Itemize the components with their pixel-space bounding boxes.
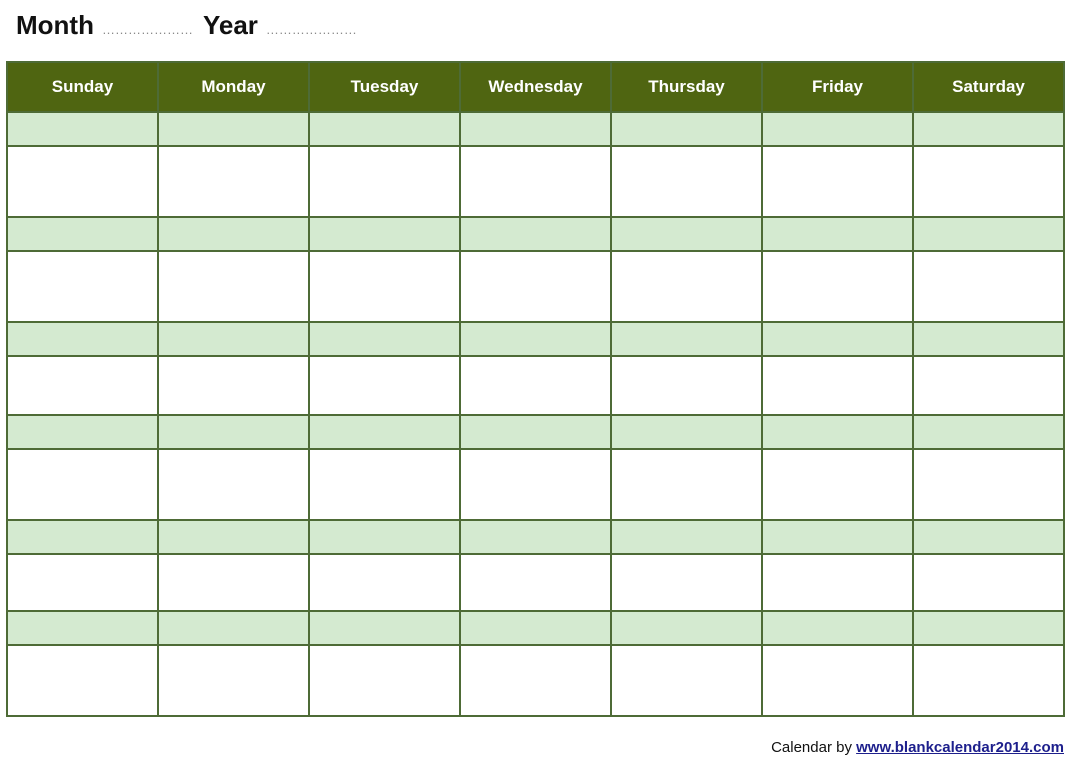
date-number-cell[interactable] [611,415,762,449]
date-number-cell[interactable] [460,322,611,356]
week-notes-row [7,554,1064,611]
day-notes-cell[interactable] [762,356,913,415]
date-number-cell[interactable] [913,611,1064,645]
calendar-title-row [16,10,367,46]
day-notes-cell[interactable] [611,645,762,716]
date-number-cell[interactable] [611,217,762,251]
credit-link[interactable]: www.blankcalendar2014.com [856,739,1064,756]
date-number-cell[interactable] [7,322,158,356]
date-number-cell[interactable] [309,415,460,449]
day-notes-cell[interactable] [309,449,460,520]
date-number-cell[interactable] [7,611,158,645]
week-notes-row [7,449,1064,520]
day-notes-cell[interactable] [7,554,158,611]
day-notes-cell[interactable] [460,645,611,716]
day-notes-cell[interactable] [309,251,460,322]
date-number-cell[interactable] [309,520,460,554]
month-blank-line: ………………… [101,22,193,37]
day-notes-cell[interactable] [762,554,913,611]
day-notes-cell[interactable] [913,356,1064,415]
month-label: Month [16,10,94,40]
year-label: Year [202,10,258,40]
date-number-cell[interactable] [611,322,762,356]
week-date-row [7,322,1064,356]
date-number-cell[interactable] [158,112,309,146]
day-notes-cell[interactable] [611,251,762,322]
day-notes-cell[interactable] [309,645,460,716]
day-notes-cell[interactable] [611,146,762,217]
day-notes-cell[interactable] [913,554,1064,611]
date-number-cell[interactable] [762,415,913,449]
date-number-cell[interactable] [762,112,913,146]
date-number-cell[interactable] [913,322,1064,356]
weekday-header-row [7,62,1064,112]
date-number-cell[interactable] [7,217,158,251]
day-notes-cell[interactable] [762,645,913,716]
day-notes-cell[interactable] [158,554,309,611]
weekday-header-friday: Friday [762,62,913,112]
date-number-cell[interactable] [611,611,762,645]
credit-line [771,739,1064,756]
date-number-cell[interactable] [7,520,158,554]
week-notes-row [7,356,1064,415]
date-number-cell[interactable] [762,322,913,356]
day-notes-cell[interactable] [309,146,460,217]
date-number-cell[interactable] [913,520,1064,554]
date-number-cell[interactable] [913,112,1064,146]
day-notes-cell[interactable] [158,251,309,322]
date-number-cell[interactable] [913,415,1064,449]
week-notes-row [7,251,1064,322]
day-notes-cell[interactable] [309,554,460,611]
date-number-cell[interactable] [158,217,309,251]
weekday-header-tuesday: Tuesday [309,62,460,112]
date-number-cell[interactable] [762,217,913,251]
day-notes-cell[interactable] [460,251,611,322]
date-number-cell[interactable] [762,520,913,554]
day-notes-cell[interactable] [7,146,158,217]
week-date-row [7,520,1064,554]
date-number-cell[interactable] [762,611,913,645]
date-number-cell[interactable] [460,611,611,645]
calendar-grid [6,61,1065,717]
date-number-cell[interactable] [913,217,1064,251]
date-number-cell[interactable] [309,322,460,356]
day-notes-cell[interactable] [7,449,158,520]
date-number-cell[interactable] [158,322,309,356]
date-number-cell[interactable] [611,520,762,554]
week-date-row [7,217,1064,251]
day-notes-cell[interactable] [7,356,158,415]
day-notes-cell[interactable] [7,645,158,716]
date-number-cell[interactable] [7,415,158,449]
day-notes-cell[interactable] [158,645,309,716]
day-notes-cell[interactable] [158,356,309,415]
day-notes-cell[interactable] [611,449,762,520]
date-number-cell[interactable] [309,611,460,645]
date-number-cell[interactable] [611,112,762,146]
day-notes-cell[interactable] [460,146,611,217]
day-notes-cell[interactable] [158,449,309,520]
date-number-cell[interactable] [309,217,460,251]
day-notes-cell[interactable] [913,449,1064,520]
date-number-cell[interactable] [460,415,611,449]
credit-prefix: Calendar by [771,739,852,756]
date-number-cell[interactable] [158,520,309,554]
day-notes-cell[interactable] [611,356,762,415]
date-number-cell[interactable] [460,217,611,251]
weekday-header-monday: Monday [158,62,309,112]
day-notes-cell[interactable] [158,146,309,217]
date-number-cell[interactable] [460,520,611,554]
day-notes-cell[interactable] [309,356,460,415]
day-notes-cell[interactable] [762,449,913,520]
day-notes-cell[interactable] [460,554,611,611]
week-date-row [7,415,1064,449]
day-notes-cell[interactable] [913,645,1064,716]
day-notes-cell[interactable] [7,251,158,322]
weekday-header-wednesday: Wednesday [460,62,611,112]
day-notes-cell[interactable] [913,251,1064,322]
date-number-cell[interactable] [309,112,460,146]
day-notes-cell[interactable] [460,356,611,415]
day-notes-cell[interactable] [762,251,913,322]
weekday-header-sunday: Sunday [7,62,158,112]
weekday-header-saturday: Saturday [913,62,1064,112]
weekday-header-thursday: Thursday [611,62,762,112]
date-number-cell[interactable] [158,611,309,645]
day-notes-cell[interactable] [611,554,762,611]
day-notes-cell[interactable] [762,146,913,217]
date-number-cell[interactable] [158,415,309,449]
week-date-row [7,611,1064,645]
day-notes-cell[interactable] [913,146,1064,217]
date-number-cell[interactable] [7,112,158,146]
date-number-cell[interactable] [460,112,611,146]
calendar-body [7,112,1064,716]
year-blank-line: ………………… [265,22,357,37]
week-notes-row [7,146,1064,217]
week-notes-row [7,645,1064,716]
week-date-row [7,112,1064,146]
day-notes-cell[interactable] [460,449,611,520]
